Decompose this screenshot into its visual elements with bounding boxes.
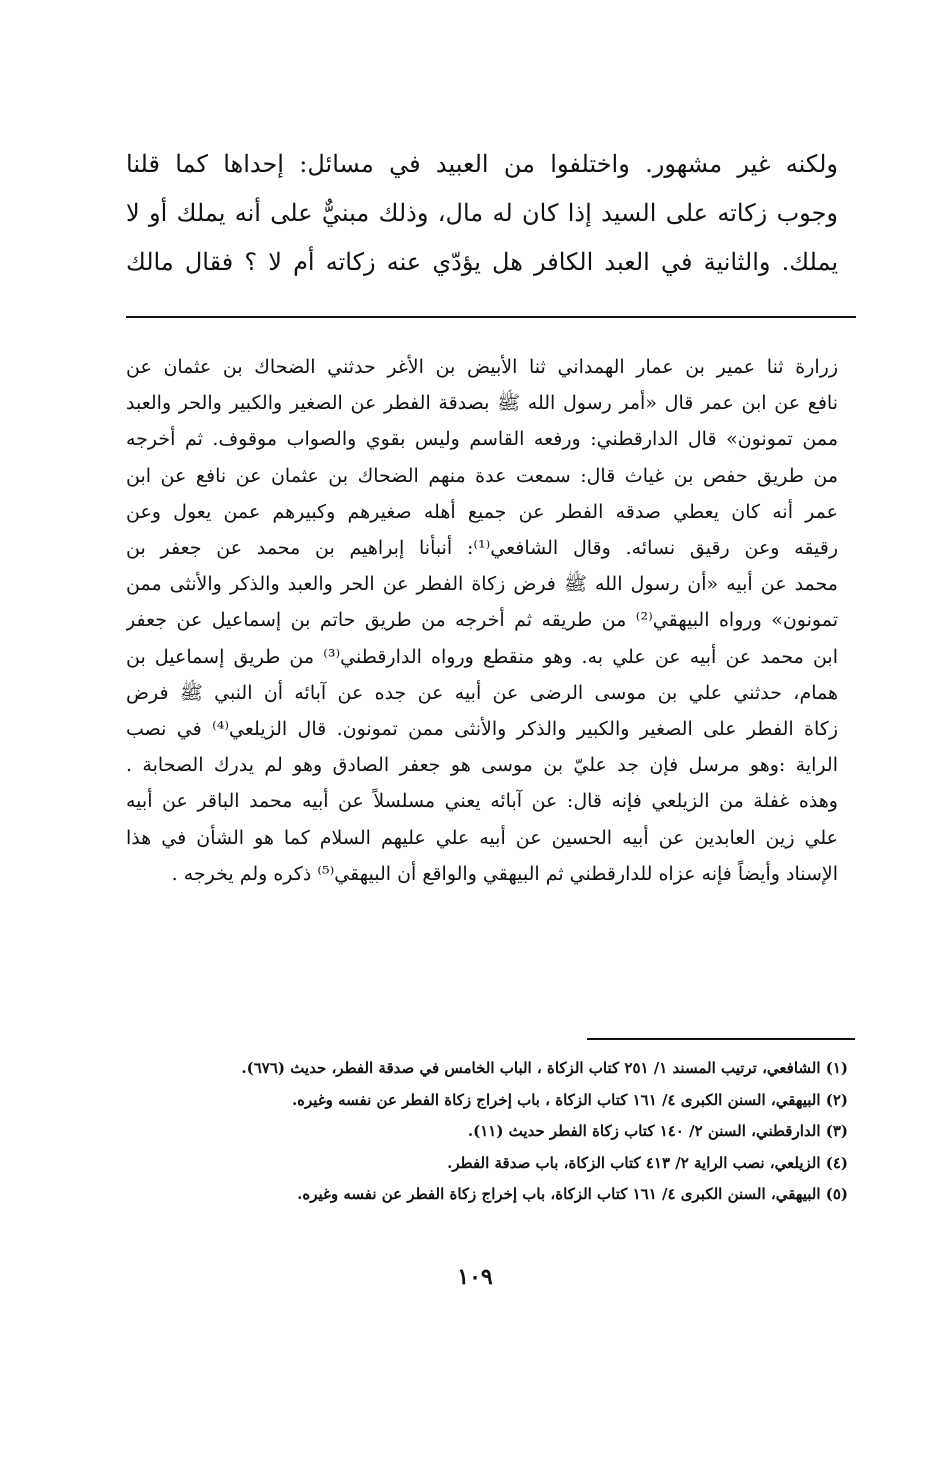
footnote: (٥) البيهقي، السنن الكبرى ٤/ ١٦١ كتاب الزكاة، باب إخراج زكاة الفطر عن نفسه وغيره. bbox=[297, 1185, 848, 1203]
commentary-line: زكاة الفطر على الصغير والكبير والذكر والأنثى ممن تمونون. قال الزيلعي⁽⁴⁾ في نصب bbox=[126, 718, 838, 741]
commentary-line: الراية :وهو مرسل فإن جد عليّ بن موسى هو جعفر الصادق وهو لم يدرك الصحابة . bbox=[126, 754, 838, 777]
commentary-line: ابن محمد عن أبيه عن علي به. وهو منقطع ورواه الدارقطني⁽³⁾ من طريق إسماعيل بن bbox=[126, 645, 838, 668]
main-text-line: وجوب زكاته على السيد إذا كان له مال، وذلك مبنيٌّ على أنه يملك أو لا bbox=[126, 199, 838, 227]
commentary-line: من طريق حفص بن غياث قال: سمعت عدة منهم الضحاك بن عثمان عن نافع عن ابن bbox=[126, 464, 838, 487]
commentary-line: عمر أنه كان يعطي صدقه الفطر عن جميع أهله صغيرهم وكبيرهم عمن يعول وعن bbox=[126, 500, 838, 523]
main-text-block bbox=[126, 140, 838, 287]
commentary-line: زرارة ثنا عمير بن عمار الهمداني ثنا الأبيض بن الأغر حدثني الضحاك بن عثمان عن bbox=[126, 356, 838, 378]
footnote: (٣) الدارقطني، السنن ٢/ ١٤٠ كتاب زكاة الفطر حديث (١١). bbox=[467, 1122, 848, 1140]
commentary-line: ممن تمونون» قال الدارقطني: ورفعه القاسم وليس بقوي والصواب موقوف. ثم أخرجه bbox=[126, 428, 838, 451]
commentary-line: رقيقه وعن رقيق نسائه. وقال الشافعي⁽¹⁾: أنبأنا إبراهيم بن محمد عن جعفر بن bbox=[126, 537, 838, 560]
main-divider bbox=[126, 316, 856, 318]
main-text-line: يملك. والثانية في العبد الكافر هل يؤدّي عنه زكاته أم لا ؟ فقال مالك bbox=[126, 248, 838, 276]
commentary-line: نافع عن ابن عمر قال «أمر رسول الله ﷺ بصدقة الفطر عن الصغير والكبير والحر والعبد bbox=[126, 392, 838, 415]
footnote: (١) الشافعي، ترتيب المسند ١/ ٢٥١ كتاب الزكاة ، الباب الخامس في صدقة الفطر، حديث (٦٧٦). bbox=[241, 1059, 848, 1077]
commentary-line: الإسناد وأيضاً فإنه عزاه للدارقطني ثم البيهقي والواقع أن البيهقي⁽⁵⁾ ذكره ولم يخرجه . bbox=[171, 862, 838, 885]
commentary-line: وهذه غفلة من الزيلعي فإنه قال: عن آبائه يعني مسلسلاً عن أبيه محمد الباقر عن أبيه bbox=[126, 790, 838, 813]
footnote: (٤) الزيلعي، نصب الراية ٢/ ٤١٣ كتاب الزكاة، باب صدقة الفطر. bbox=[447, 1153, 848, 1172]
commentary-block bbox=[126, 349, 838, 892]
footnotes-block bbox=[126, 1053, 848, 1211]
main-text-line: ولكنه غير مشهور. واختلفوا من العبيد في مسائل: إحداها كما قلنا bbox=[126, 150, 838, 178]
footnote: (٢) البيهقي، السنن الكبرى ٤/ ١٦١ كتاب الزكاة ، باب إخراج زكاة الفطر عن نفسه وغيره. bbox=[291, 1090, 848, 1109]
footnote-divider bbox=[587, 1038, 855, 1040]
page-number: ١٠٩ bbox=[457, 1264, 493, 1290]
commentary-line: علي زين العابدين عن أبيه الحسين عن أبيه علي عليهم السلام كما هو الشأن في هذا bbox=[126, 826, 838, 849]
commentary-line: همام، حدثني علي بن موسى الرضى عن أبيه عن جده عن آبائه أن النبي ﷺ فرض bbox=[126, 681, 838, 704]
commentary-line: تمونون» ورواه البيهقي⁽²⁾ من طريقه ثم أخرجه من طريق حاتم بن إسماعيل عن جعفر bbox=[126, 609, 838, 632]
commentary-line: محمد عن أبيه «أن رسول الله ﷺ فرض زكاة الفطر عن الحر والعبد والذكر والأنثى ممن bbox=[126, 573, 838, 596]
